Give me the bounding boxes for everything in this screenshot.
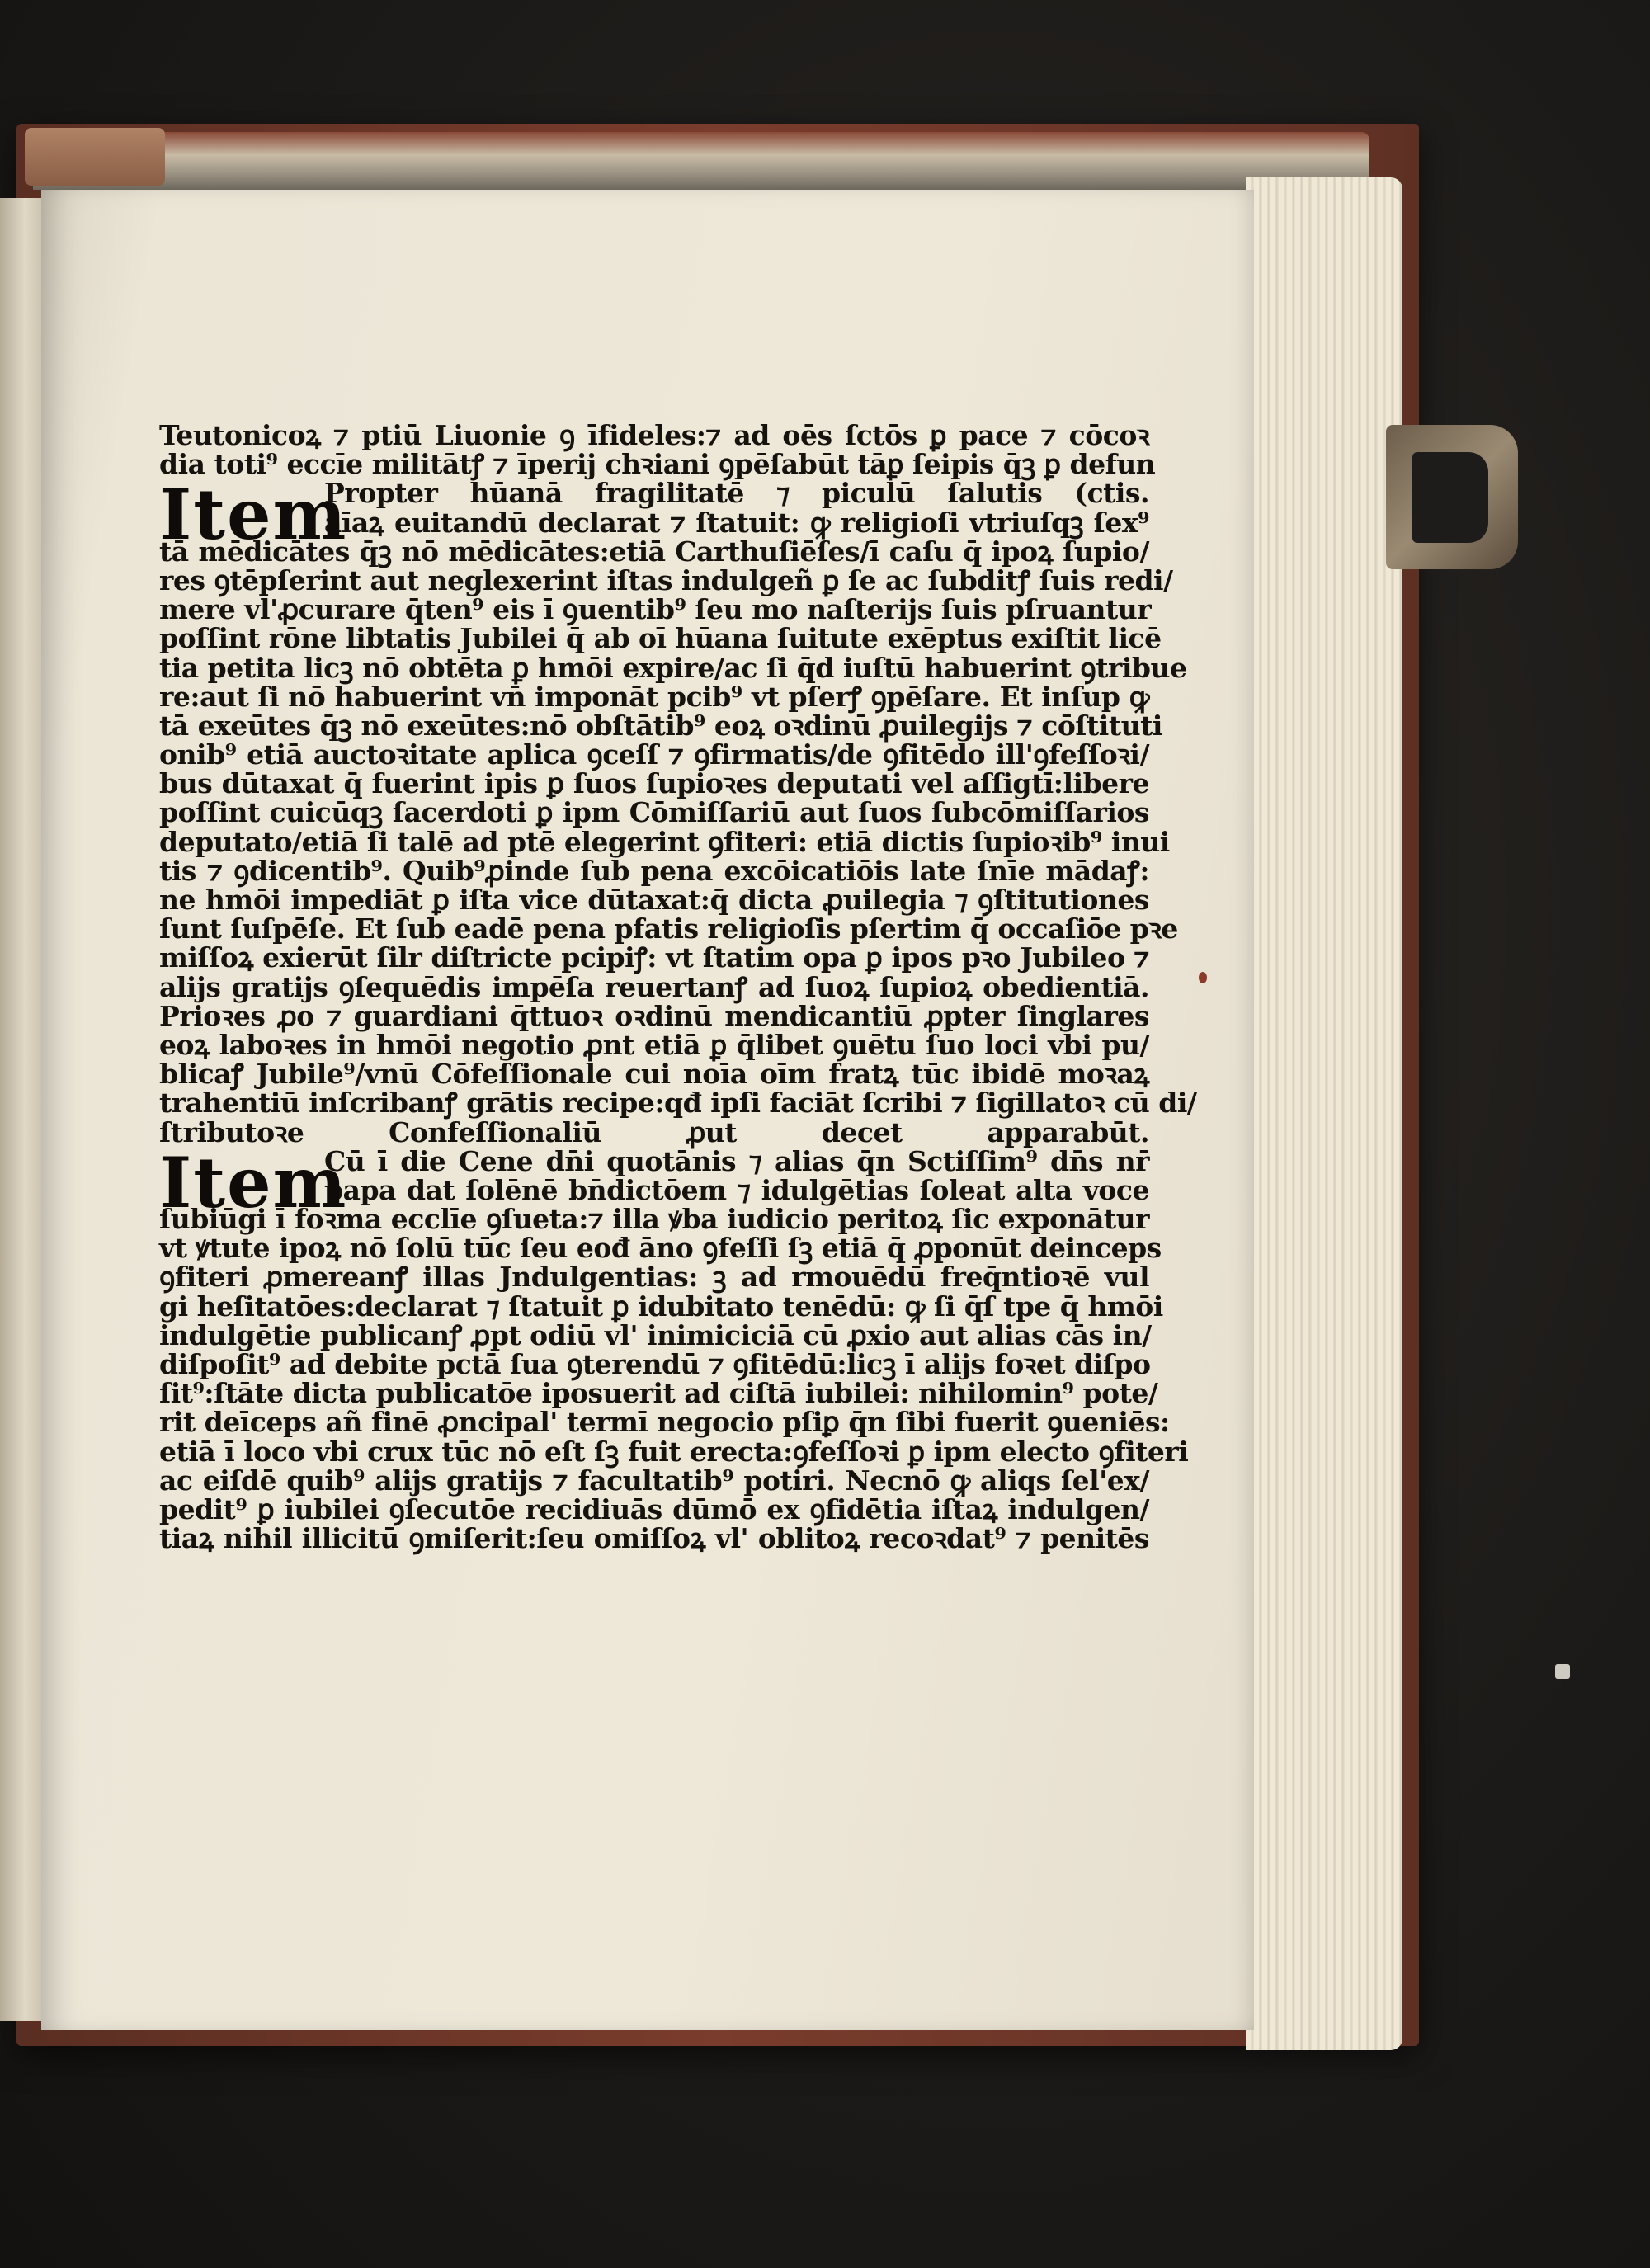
spine-headcap [25, 128, 165, 186]
text-line: mere vl'ꝓcurare q̄ten⁹ eis ī ꝯuentib⁹ ſeu mo naſterijs ſuis pſruantur [159, 593, 1152, 626]
text-line: eoꝝ laboꝛes in hmōi negotio ꝓnt etiā ꝑ q̄libet ꝯuētu ſuo loci vbi pu/ [159, 1028, 1149, 1061]
clasp-opening [1412, 452, 1488, 543]
text-line: Teutonicoꝝ ⁊ ptiū Liuonie ꝯ īfideles:⁊ ad oēs ſctōs ꝑ pace ⁊ cōcoꝛ [159, 419, 1149, 451]
text-line: papa dat ſolēnē bn̄dictōem ⁊ idulgētias ſoleat alta voce [324, 1173, 1149, 1206]
text-line: diſpoſit⁹ ad debite pctā ſua ꝯterendū ⁊ ꝯfitēdū:licꝫ ī alijs foꝛet diſpo [159, 1348, 1151, 1380]
text-line: tia petita licꝫ nō obtēta ꝑ hmōi expire/ac ſi q̄d iuſtū habuerint ꝯtribue [159, 651, 1187, 684]
text-line: bus dūtaxat q̄ fuerint ipis ꝑ ſuos ſupioꝛes deputati vel aſſigtī:libere [159, 767, 1149, 800]
text-line: trahentiū inſcribanꝭ grātis recipe:qđ ipſi faciāt ſcribi ⁊ ſigillatoꝛ cū di/ [159, 1087, 1197, 1120]
text-line: poſſint cuicūqꝫ ſacerdoti ꝑ ipm Cōmiſſariū aut ſuos ſubcōmiſſarios [159, 796, 1149, 829]
text-block [159, 419, 1197, 1555]
text-line: onib⁹ etiā auctoꝛitate aplica ꝯceſſ ⁊ ꝯfirmatis/de ꝯfitēdo ill'ꝯfeſſoꝛi/ [159, 738, 1149, 771]
paragraph-1 [159, 474, 1197, 1148]
text-line: vt ꝟtute ipoꝝ nō ſolū tūc ſeu eođ āno ꝯfeſſi ſꝫ etiā q̄ ꝓponūt deinceps [159, 1232, 1162, 1265]
text-line: Prioꝛes ꝓo ⁊ guardiani q̄ttuoꝛ oꝛdinū mendicantiū ꝓpter ſinglares [159, 999, 1149, 1032]
text-line: Cū ī die Cene dn̄i quotānis ⁊ alias q̄n Sctiſſim⁹ dn̄s nr̄ [324, 1144, 1149, 1177]
text-line: tā mēdicātes q̄ꝫ nō mēdicātes:etiā Carthuſiēſes/ī caſu q̄ ipoꝝ ſupio/ [159, 535, 1149, 568]
text-line: ſunt ſuſpēſe. Et ſub eadē pena pfatis religioſis pſertim q̄ occaſiōe pꝛe [159, 912, 1178, 945]
page-stain [1199, 972, 1207, 983]
text-line: dia toti⁹ eccīe militātꝭ ⁊ īperij chꝛiani ꝯpēſabūt tāꝑ ſeipis q̄ꝫ ꝑ defun [159, 448, 1156, 481]
paragraph-0 [159, 419, 1156, 481]
text-line: blicaꝭ Jubile⁹/vnū Cōfeſſionale cui noīa oīm fratꝝ tūc ibidē moꝛaꝝ [159, 1058, 1149, 1091]
decorated-initial: Item [159, 474, 348, 556]
text-line: aīaꝝ euitandū declarat ⁊ ſtatuit: ꝙ religioſi vtriuſqꝫ ſex⁹ [324, 506, 1149, 539]
debris-speck [1555, 1664, 1570, 1679]
text-line: Propter hūanā fragilitatē ⁊ piculū ſalutis (ctis. [324, 477, 1149, 510]
text-line: alijs gratijs ꝯſequēdis impēſa reuertanꝭ ad ſuoꝝ ſupioꝝ obedientiā. [159, 970, 1149, 1003]
text-line: res ꝯtēpſerint aut neglexerint iſtas indulgeñ ꝑ ſe ac ſubditꝭ ſuis redi/ [159, 563, 1173, 596]
text-line: ſtributoꝛe Confeſſionaliū ꝓut decet apparabūt. [159, 1115, 1149, 1148]
text-line: poſſint rōne libtatis Jubilei q̄ ab oī hūana ſuitute exēptus exiſtit licē [159, 622, 1162, 655]
text-line: pedit⁹ ꝑ iubilei ꝯſecutōe recidiuās dūmō ex ꝯfidētia iſtaꝝ indulgen/ [159, 1492, 1149, 1525]
page-stack-edge [1246, 177, 1402, 2050]
book-top-edge [33, 132, 1370, 190]
paragraph-2 [159, 1141, 1189, 1555]
text-line: ſit⁹:ſtāte dicta publicatōe iposuerit ad ciſtā iubilei: nihilomin⁹ pote/ [159, 1377, 1158, 1410]
text-line: ꝯfiteri ꝓmereanꝭ illas Jndulgentias: ꝫ ad rmouēdū freq̄ntioꝛē vul [159, 1261, 1149, 1294]
text-line: miſſoꝝ exierūt ſilr diſtricte pcipiꝭ: vt ſtatim opa ꝑ ipos pꝛo Jubileo ⁊ [159, 941, 1149, 974]
text-line: deputato/etiā ſi talē ad ptē elegerint ꝯfiteri: etiā dictis ſupioꝛib⁹ inui [159, 825, 1170, 858]
text-line: tiaꝝ nihil illicitū ꝯmiſerit:ſeu omiſſoꝝ vl' oblitoꝝ recoꝛdat⁹ ⁊ penitēs [159, 1522, 1149, 1555]
decorated-initial: Item [159, 1141, 348, 1224]
text-line: ne hmōi impediāt ꝑ iſta vice dūtaxat:q̄ dicta ꝓuilegia ⁊ ꝯſtitutiones [159, 884, 1149, 916]
text-line: re:aut ſi nō habuerint vn̄ imponāt pcib⁹ vt pſerꝭ ꝯpēſare. Et inſup ꝙ [159, 680, 1149, 713]
text-line: tis ⁊ ꝯdicentib⁹. Quib⁹ꝓinde ſub pena excōicatiōis late ſnīe mādaꝭ: [159, 854, 1149, 887]
text-line: indulgētie publicanꝭ ꝓpt odiū vl' inimiciciā cū ꝓxio aut alias cās in/ [159, 1318, 1152, 1351]
text-line: tā exeūtes q̄ꝫ nō exeūtes:nō obſtātib⁹ eoꝝ oꝛdinū ꝓuilegijs ⁊ cōſtituti [159, 709, 1162, 742]
text-line: ſubiūgi ī foꝛma ecclīe ꝯſueta:⁊ illa ꝟba iudicio peritoꝝ ſic exponātur [159, 1203, 1149, 1236]
text-line: etiā ī loco vbi crux tūc nō eſt ſꝫ fuit erecta:ꝯfeſſoꝛi ꝑ ipm electo ꝯfiteri [159, 1435, 1189, 1468]
text-line: ac eiſdē quib⁹ alijs gratijs ⁊ facultatib⁹ potiri. Necnō ꝙ aliqs ſel'ex/ [159, 1464, 1149, 1497]
text-line: rit deīceps añ finē ꝓncipal' termī negocio pſiꝑ q̄n ſibi fuerit ꝯueniēs: [159, 1406, 1170, 1439]
text-line: gi heſitatōes:declarat ⁊ ſtatuit ꝑ idubitato tenēdū: ꝙ ſi q̄ſ tpe q̄ hmōi [159, 1290, 1163, 1323]
left-page-edge [0, 198, 41, 2021]
